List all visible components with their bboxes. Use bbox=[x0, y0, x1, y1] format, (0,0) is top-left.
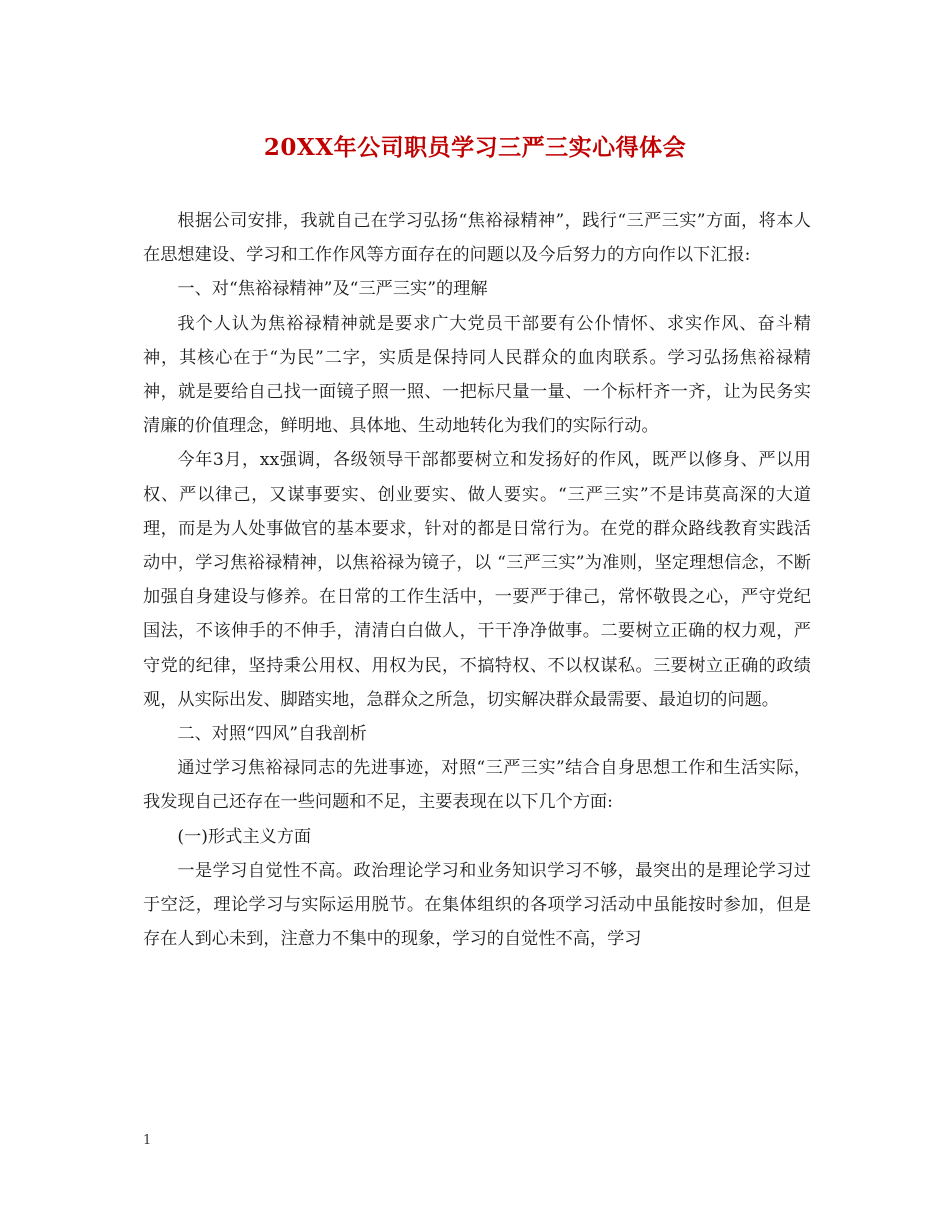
subsection-heading-1: (一)形式主义方面 bbox=[177, 826, 312, 847]
page-number: 1 bbox=[143, 1133, 152, 1148]
paragraph-three-strict: 今年3月，xx强调，各级领导干部都要树立和发扬好的作风，既严以修身、严以用权、严以律己，又谋事要实、创业要实、做人要实。“三严三实”不是讳莫高深的大道理，而是为人处事做官的基本要求，针对的都是日常行为。在党的群众路线教育实践活动中，学习焦裕禄精神，以焦裕禄为镜子，以 “三严三实”为准则，坚定理想信念，不断加强自身建设与修养。在日常的工作生活中，一要严于律己，常怀敬畏之心，严守党纪国法，不该伸手的不伸手，清清白白做人，干干净净做事。二要树立正确的权力观，严守党的纪律，坚持秉公用权、用权为民，不搞特权、不以权谋私。三要树立正确的政绩观，从实际出发、脚踏实地，急群众之所急，切实解决群众最需要、最迫切的问题。 bbox=[143, 450, 811, 710]
paragraph-intro: 根据公司安排，我就自己在学习弘扬“焦裕禄精神”，践行“三严三实”方面，将本人在思想建设、学习和工作作风等方面存在的问题以及今后努力的方向作以下汇报: bbox=[143, 211, 811, 266]
section-heading-2: 二、对照“四风”自我剖析 bbox=[177, 724, 367, 745]
document-title: 20XX年公司职员学习三严三实心得体会 bbox=[263, 134, 687, 161]
paragraph-understanding: 我个人认为焦裕禄精神就是要求广大党员干部要有公仆情怀、求实作风、奋斗精神，其核心在于“为民”二字，实质是保持同人民群众的血肉联系。学习弘扬焦裕禄精神，就是要给自己找一面镜子照一照、一把标尺量一量、一个标杆齐一齐，让为民务实清廉的价值理念，鲜明地、具体地、生动地转化为我们的实际行动。 bbox=[143, 313, 811, 437]
paragraph-formalism: 一是学习自觉性不高。政治理论学习和业务知识学习不够，最突出的是理论学习过于空泛，理论学习与实际运用脱节。在集体组织的各项学习活动中虽能按时参加，但是存在人到心未到，注意力不集中的现象，学习的自觉性不高，学习 bbox=[143, 860, 811, 950]
section-heading-1: 一、对“焦裕禄精神”及“三严三实”的理解 bbox=[177, 279, 488, 300]
document-body bbox=[143, 204, 811, 956]
paragraph-self-analysis: 通过学习焦裕禄同志的先进事迹，对照“三严三实”结合自身思想工作和生活实际，我发现自己还存在一些问题和不足，主要表现在以下几个方面: bbox=[143, 758, 811, 813]
